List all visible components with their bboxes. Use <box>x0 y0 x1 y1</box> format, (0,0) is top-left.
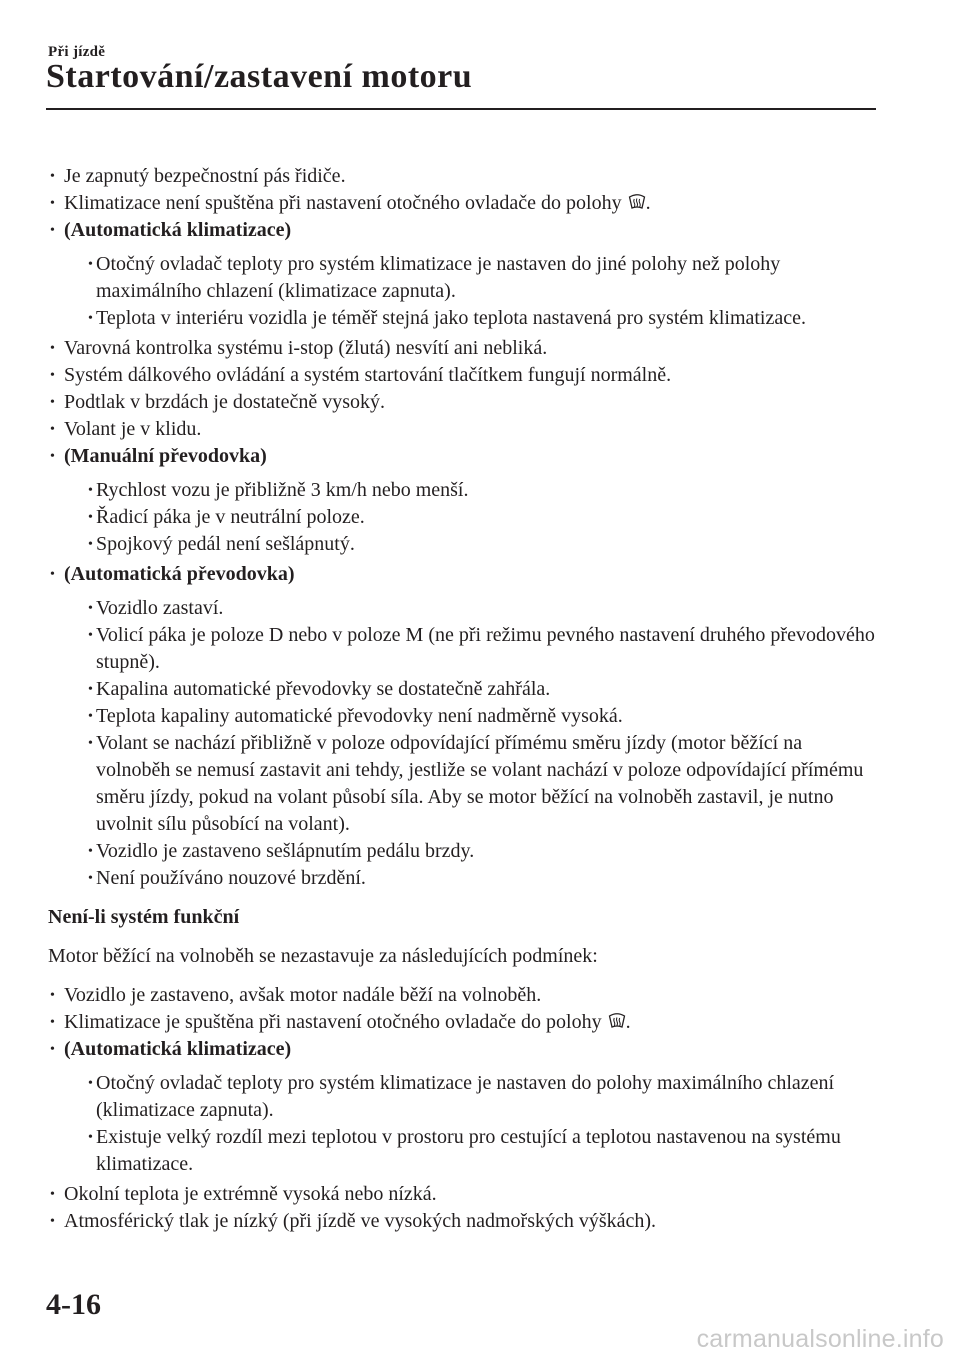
item-text: Podtlak v brzdách je dostatečně vysoký. <box>64 391 386 413</box>
bullet-icon: • <box>50 223 55 238</box>
item-text: Teplota v interiéru vozidla je téměř stejná jako teplota nastavená pro systém klimatizace. <box>96 307 806 329</box>
subheading: (Manuální převodovka) <box>64 445 267 467</box>
item-text: Volant je v klidu. <box>64 418 202 440</box>
page-number: 4-16 <box>46 1288 101 1321</box>
bullet-icon: • <box>50 422 55 437</box>
bullet-icon: • <box>88 257 93 272</box>
item-text: Otočný ovladač teploty pro systém klimatizace je nastaven do polohy maximálního chlazení (klimatizace zapnuta). <box>96 1072 835 1121</box>
content <box>48 163 878 1235</box>
bullet-icon: • <box>88 871 93 886</box>
bullet-icon: • <box>50 395 55 410</box>
item-text: Vozidlo je zastaveno, avšak motor nadále běží na volnoběh. <box>64 984 542 1006</box>
list-item <box>64 1124 878 1178</box>
item-text: Atmosférický tlak je nízký (při jízdě ve vysokých nadmořských výškách). <box>64 1210 657 1232</box>
bullet-icon: • <box>50 449 55 464</box>
list-item <box>64 305 878 332</box>
item-text: Kapalina automatické převodovky se dostatečně zahřála. <box>96 678 551 700</box>
item-text: Volicí páka je poloze D nebo v poloze M (ne při režimu pevného nastavení druhého převodového stupně). <box>96 624 875 673</box>
list-item <box>64 838 878 865</box>
item-text: Je zapnutý bezpečnostní pás řidiče. <box>64 165 346 187</box>
bullet-icon: • <box>88 844 93 859</box>
list-item <box>64 477 878 504</box>
bullet-icon: • <box>88 709 93 724</box>
item-text: Klimatizace není spuštěna při nastavení otočného ovladače do polohy <box>64 192 622 214</box>
nonfunctional-heading: Není-li systém funkční <box>48 906 240 928</box>
item-suffix: . <box>645 192 651 214</box>
list-item <box>48 443 878 558</box>
bullet-icon: • <box>50 196 55 211</box>
item-text: Rychlost vozu je přibližně 3 km/h nebo menší. <box>96 479 469 501</box>
bullet-icon: • <box>50 1015 55 1030</box>
bullet-icon: • <box>88 311 93 326</box>
item-text: Existuje velký rozdíl mezi teplotou v prostoru pro cestující a teplotou nastavenou na systému klimatizace. <box>96 1126 841 1175</box>
list-item <box>64 595 878 622</box>
list-item <box>48 561 878 892</box>
bullet-icon: • <box>50 1187 55 1202</box>
windshield-defroster-icon <box>608 1013 626 1029</box>
bullet-icon: • <box>50 1214 55 1229</box>
bullet-icon: • <box>88 628 93 643</box>
list-item <box>48 1181 878 1208</box>
list-item <box>64 251 878 305</box>
list-item <box>64 531 878 558</box>
bullet-icon: • <box>88 483 93 498</box>
nonfunctional-list <box>48 982 878 1235</box>
list-item <box>64 676 878 703</box>
auto-climate-list <box>64 251 878 332</box>
list-item <box>48 190 878 217</box>
list-item <box>64 865 878 892</box>
subheading: (Automatická klimatizace) <box>64 219 292 241</box>
subheading: (Automatická převodovka) <box>64 563 295 585</box>
item-text: Systém dálkového ovládání a systém startování tlačítkem fungují normálně. <box>64 364 672 386</box>
bullet-icon: • <box>88 601 93 616</box>
nonfunctional-intro: Motor běžící na volnoběh se nezastavuje za následujících podmínek: <box>48 945 598 967</box>
list-item <box>48 982 878 1009</box>
title-rule <box>46 108 876 110</box>
item-text: Řadicí páka je v neutrální poloze. <box>96 506 365 528</box>
section-label: Při jízdě <box>48 44 106 60</box>
bullet-icon: • <box>88 736 93 751</box>
item-suffix: . <box>625 1011 631 1033</box>
list-item <box>48 416 878 443</box>
automatic-list <box>64 595 878 892</box>
subheading: (Automatická klimatizace) <box>64 1038 292 1060</box>
item-text: Vozidlo je zastaveno sešlápnutím pedálu brzdy. <box>96 840 475 862</box>
list-item <box>48 1009 878 1036</box>
bullet-icon: • <box>50 567 55 582</box>
item-text: Otočný ovladač teploty pro systém klimatizace je nastaven do jiné polohy než polohy maximálního chlazení (klimatizace zapnuta). <box>96 253 781 302</box>
item-text: Okolní teplota je extrémně vysoká nebo nízká. <box>64 1183 437 1205</box>
list-item <box>48 362 878 389</box>
bullet-icon: • <box>88 682 93 697</box>
item-text: Vozidlo zastaví. <box>96 597 224 619</box>
item-text: Volant se nachází přibližně v poloze odpovídající přímému směru jízdy (motor běžící na volnoběh se nemusí zastavit ani tehdy, jestliže se volant nachází v poloze odpovídající přímému směru jízdy, pokud na volant působí síla. Aby se motor běžící na volnoběh zastavil, je nutno uvolnit sílu působící na volant). <box>96 732 864 835</box>
bullet-icon: • <box>88 1130 93 1145</box>
item-text: Varovná kontrolka systému i-stop (žlutá) nesvítí ani nebliká. <box>64 337 548 359</box>
list-item <box>48 1208 878 1235</box>
bullet-icon: • <box>88 510 93 525</box>
conditions-list <box>48 163 878 892</box>
item-text: Klimatizace je spuštěna při nastavení otočného ovladače do polohy <box>64 1011 602 1033</box>
list-item <box>64 703 878 730</box>
list-item <box>48 1036 878 1178</box>
page-title: Startování/zastavení motoru <box>46 58 473 95</box>
item-text: Není používáno nouzové brzdění. <box>96 867 366 889</box>
watermark: carmanualsonline.info <box>696 1325 944 1353</box>
list-item <box>48 335 878 362</box>
list-item <box>64 622 878 676</box>
list-item <box>64 730 878 838</box>
bullet-icon: • <box>88 1076 93 1091</box>
bullet-icon: • <box>50 368 55 383</box>
item-text: Teplota kapaliny automatické převodovky není nadměrně vysoká. <box>96 705 623 727</box>
list-item <box>48 217 878 332</box>
list-item <box>48 389 878 416</box>
list-item <box>48 163 878 190</box>
item-text: Spojkový pedál není sešlápnutý. <box>96 533 355 555</box>
list-item <box>64 1070 878 1124</box>
bullet-icon: • <box>50 169 55 184</box>
windshield-defroster-icon <box>628 194 646 210</box>
manual-list <box>64 477 878 558</box>
bullet-icon: • <box>50 1042 55 1057</box>
bullet-icon: • <box>88 537 93 552</box>
bullet-icon: • <box>50 341 55 356</box>
nonfunctional-auto-climate-list <box>64 1070 878 1178</box>
bullet-icon: • <box>50 988 55 1003</box>
list-item <box>64 504 878 531</box>
